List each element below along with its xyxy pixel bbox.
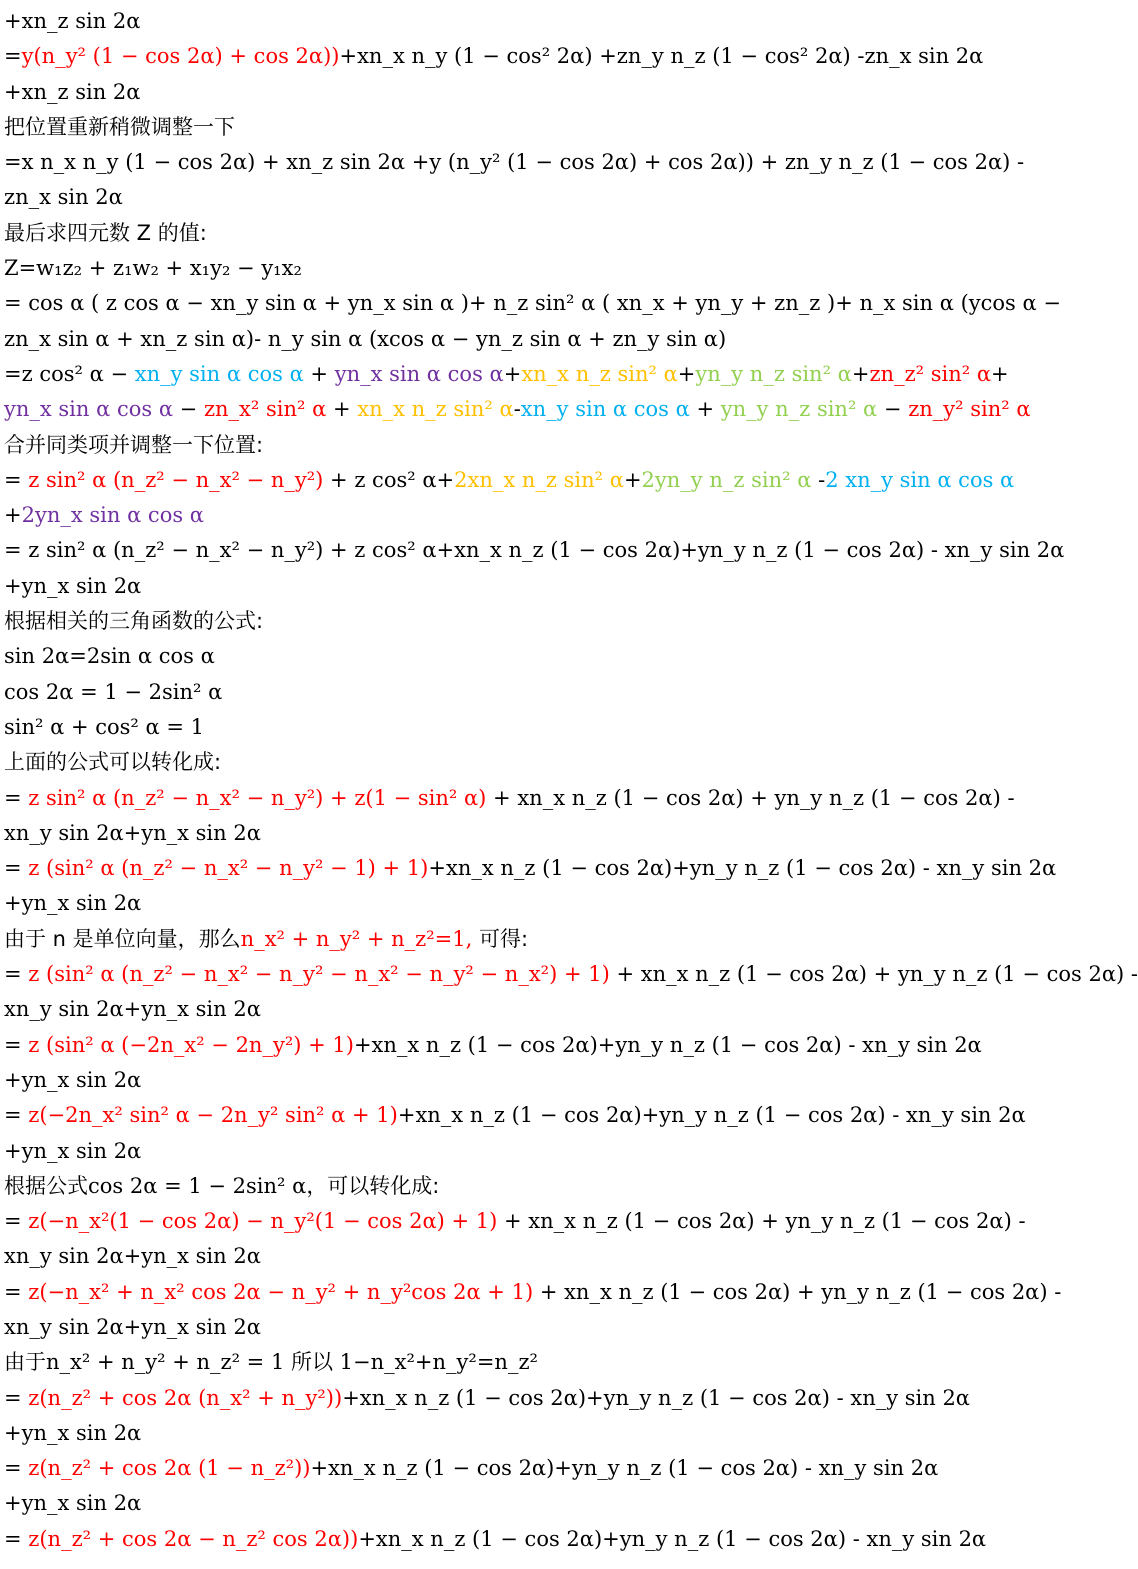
formula-segment: =x n_x n_y (1 − cos 2α) + xn_z sin 2α +y (n_y² (1 − cos 2α) + cos 2α)) + zn_y n_z (1 − cos 2α) - xyxy=(4,150,1025,175)
text-line xyxy=(4,957,1138,992)
formula-segment: +yn_x sin 2α xyxy=(4,891,142,916)
formula-segment: = xyxy=(4,1209,29,1234)
formula-segment: + xyxy=(851,361,870,386)
text-line xyxy=(4,463,1015,498)
formula-segment: +xn_x n_z (1 − cos 2α)+yn_y n_z (1 − cos 2α) - xn_y sin 2α xyxy=(310,1456,939,1481)
formula-segment: + xyxy=(326,397,358,422)
formula-segment: yn_y n_z sin² α xyxy=(720,397,878,422)
prose-text: 最后求四元数 Z 的值: xyxy=(4,220,207,245)
prose-text: 可得: xyxy=(472,926,529,951)
formula-segment: + xn_x n_z (1 − cos 2α) + yn_y n_z (1 − cos 2α) - xyxy=(497,1209,1026,1234)
formula-segment: + xyxy=(623,467,642,492)
text-line xyxy=(4,1486,939,1521)
text-line xyxy=(4,1275,1062,1310)
formula-segment: y(n_y² (1 − cos 2α) + cos 2α)) xyxy=(21,44,340,69)
formula-segment: +xn_x n_y (1 − cos² 2α) +zn_y n_z (1 − cos² 2α) -zn_x sin 2α xyxy=(339,44,984,69)
text-line xyxy=(4,1451,939,1486)
text-line xyxy=(4,675,939,710)
formula-segment: + z cos² α+ xyxy=(323,467,455,492)
formula-segment: yn_y n_z sin² α xyxy=(695,361,852,386)
formula-segment: = z sin² α (n_z² − n_x² − n_y²) + z cos² α+xn_x n_z (1 − cos 2α)+yn_y n_z (1 − cos 2α) - xn_y sin 2α xyxy=(4,538,1065,563)
text-line xyxy=(4,4,939,39)
formula-segment: n_x² + n_y² + n_z²=1, xyxy=(240,926,473,951)
formula-segment: = xyxy=(4,1279,29,1304)
formula-segment: +xn_x n_z (1 − cos 2α)+yn_y n_z (1 − cos 2α) - xn_y sin 2α xyxy=(342,1385,970,1410)
formula-segment: z sin² α (n_z² − n_x² − n_y²) + z(1 − sin² α) xyxy=(28,785,487,810)
formula-segment: 2xn_x n_z sin² α xyxy=(454,467,624,492)
text-line xyxy=(4,428,939,463)
formula-segment: n_x² + n_y² + n_z² = 1 xyxy=(46,1350,285,1375)
text-line xyxy=(4,1239,939,1274)
formula-segment: +yn_x sin 2α xyxy=(4,1491,142,1516)
formula-segment: xn_y sin α cos α xyxy=(520,397,690,422)
text-line xyxy=(4,286,1061,321)
text-line xyxy=(4,251,939,286)
formula-segment: xn_y sin 2α+yn_x sin 2α xyxy=(4,997,261,1022)
formula-segment: +yn_x sin 2α xyxy=(4,573,142,598)
formula-segment: +yn_x sin 2α xyxy=(4,1420,142,1445)
formula-segment: + xn_x n_z (1 − cos 2α) + yn_y n_z (1 − cos 2α) - xyxy=(533,1279,1062,1304)
prose-text: 由于 xyxy=(4,1350,46,1375)
formula-segment: zn_x sin 2α xyxy=(4,185,123,210)
formula-segment: z(−2n_x² sin² α − 2n_y² sin² α + 1) xyxy=(21,1103,398,1128)
formula-segment: 1−n_x²+n_y²=n_z² xyxy=(339,1350,538,1375)
text-line xyxy=(4,322,939,357)
text-line xyxy=(4,216,939,251)
formula-segment: + xn_x n_z (1 − cos 2α) + yn_y n_z (1 − cos 2α) - xyxy=(486,785,1015,810)
prose-text: 根据公式 xyxy=(4,1173,88,1198)
formula-segment: z (sin² α (n_z² − n_x² − n_y² − n_x² − n_y² − n_x²) + 1) xyxy=(28,962,610,987)
formula-segment: +yn_x sin 2α xyxy=(4,1067,142,1092)
formula-segment: zn_y² sin² α xyxy=(908,397,1031,422)
formula-segment: − xyxy=(877,397,909,422)
text-line xyxy=(4,1522,987,1557)
formula-segment: = xyxy=(4,1456,22,1481)
formula-segment: + xyxy=(689,397,721,422)
formula-segment: z(−n_x²(1 − cos 2α) − n_y²(1 − cos 2α) + 1) xyxy=(28,1209,498,1234)
text-line xyxy=(4,1310,939,1345)
text-line xyxy=(4,1098,1026,1133)
formula-segment: cos 2α = 1 − 2sin² α xyxy=(88,1173,307,1198)
formula-segment: - xyxy=(513,397,521,422)
text-line xyxy=(4,180,939,215)
text-line xyxy=(4,498,939,533)
formula-segment: +xn_x n_z (1 − cos 2α)+yn_y n_z (1 − cos 2α) - xn_y sin 2α xyxy=(353,1032,982,1057)
text-line xyxy=(4,1416,939,1451)
formula-segment: z(n_z² + cos 2α (1 − n_z²)) xyxy=(21,1456,311,1481)
formula-segment: zn_x sin α + xn_z sin α)- n_y sin α (xcos α − yn_z sin α + zn_y sin α) xyxy=(4,326,727,351)
formula-segment: yn_x sin α cos α xyxy=(334,361,504,386)
text-line xyxy=(4,392,1031,427)
formula-segment: xn_x n_z sin² α xyxy=(357,397,514,422)
prose-text: 上面的公式可以转化成: xyxy=(4,750,222,775)
text-line xyxy=(4,710,939,745)
formula-segment: xn_x n_z sin² α xyxy=(521,361,678,386)
text-line xyxy=(4,75,939,110)
text-line xyxy=(4,1345,939,1380)
text-line xyxy=(4,886,939,921)
formula-segment: yn_x sin α cos α xyxy=(4,397,173,422)
text-line xyxy=(4,1063,939,1098)
formula-segment: xn_y sin 2α+yn_x sin 2α xyxy=(4,1314,261,1339)
formula-segment: = xyxy=(4,1103,22,1128)
formula-segment: Z=w₁z₂ + z₁w₂ + x₁y₂ − y₁x₂ xyxy=(4,256,302,281)
formula-segment: xn_y sin 2α+yn_x sin 2α xyxy=(4,1244,261,1269)
formula-segment: zn_z² sin² α xyxy=(869,361,992,386)
text-line xyxy=(4,533,1065,568)
text-line xyxy=(4,1134,939,1169)
formula-segment: z(n_z² + cos 2α (n_x² + n_y²)) xyxy=(21,1385,343,1410)
formula-segment: = xyxy=(4,1385,22,1410)
formula-segment: − xyxy=(173,397,204,422)
formula-segment: xn_y sin 2α+yn_x sin 2α xyxy=(4,820,261,845)
text-line xyxy=(4,816,939,851)
text-line xyxy=(4,569,939,604)
formula-segment: cos 2α = 1 − 2sin² α xyxy=(4,679,223,704)
formula-segment: +xn_z sin 2α xyxy=(4,79,141,104)
formula-segment: z(n_z² + cos 2α − n_z² cos 2α)) xyxy=(21,1526,359,1551)
prose-text: 根据相关的三角函数的公式: xyxy=(4,609,264,634)
formula-segment: z (sin² α (n_z² − n_x² − n_y² − 1) + 1) xyxy=(21,856,429,881)
text-line xyxy=(4,1204,1026,1239)
text-line xyxy=(4,604,939,639)
formula-segment: = xyxy=(4,467,29,492)
formula-segment: z(−n_x² + n_x² cos 2α − n_y² + n_y²cos 2α + 1) xyxy=(28,1279,534,1304)
text-line xyxy=(4,639,939,674)
formula-segment: = xyxy=(4,962,29,987)
formula-segment: = xyxy=(4,785,29,810)
formula-segment: zn_x² sin² α xyxy=(203,397,327,422)
prose-text: 由于 n 是单位向量，那么 xyxy=(4,926,241,951)
formula-segment: =z cos² α − xyxy=(4,361,135,386)
formula-segment: sin 2α=2sin α cos α xyxy=(4,644,215,669)
formula-segment: z (sin² α (−2n_x² − 2n_y²) + 1) xyxy=(21,1032,354,1057)
prose-text: ，可以转化成: xyxy=(306,1173,440,1198)
text-line xyxy=(4,1381,970,1416)
text-line xyxy=(4,357,1009,392)
formula-segment: 2yn_x sin α cos α xyxy=(21,503,204,528)
prose-text: 合并同类项并调整一下位置: xyxy=(4,432,264,457)
text-line xyxy=(4,781,1015,816)
text-line xyxy=(4,992,939,1027)
formula-segment: = xyxy=(4,1032,22,1057)
formula-segment: +xn_z sin 2α xyxy=(4,9,141,33)
formula-segment: + xyxy=(677,361,696,386)
text-line xyxy=(4,1169,939,1204)
formula-segment: sin² α + cos² α = 1 xyxy=(4,714,205,739)
formula-segment: = xyxy=(4,44,22,69)
text-line xyxy=(4,39,984,74)
formula-segment: z sin² α (n_z² − n_x² − n_y²) xyxy=(28,467,324,492)
prose-text: 把位置重新稍微调整一下 xyxy=(4,114,235,139)
formula-segment: = xyxy=(4,856,22,881)
formula-segment: = cos α ( z cos α − xn_y sin α + yn_x sin α )+ n_z sin² α ( xn_x + yn_y + zn_z )+ n_x sin α (ycos α − xyxy=(4,291,1061,316)
prose-text: 所以 xyxy=(284,1350,340,1375)
text-line xyxy=(4,1028,982,1063)
formula-segment: +xn_x n_z (1 − cos 2α)+yn_y n_z (1 − cos 2α) - xn_y sin 2α xyxy=(358,1526,987,1551)
text-line xyxy=(4,145,1025,180)
text-line xyxy=(4,110,939,145)
formula-segment: +xn_x n_z (1 − cos 2α)+yn_y n_z (1 − cos 2α) - xn_y sin 2α xyxy=(397,1103,1026,1128)
formula-segment: + xyxy=(303,361,335,386)
formula-segment: xn_y sin α cos α xyxy=(134,361,304,386)
text-line xyxy=(4,922,939,957)
text-line xyxy=(4,745,939,780)
formula-segment: + xn_x n_z (1 − cos 2α) + yn_y n_z (1 − cos 2α) - xyxy=(609,962,1138,987)
formula-segment: +yn_x sin 2α xyxy=(4,1138,142,1163)
formula-segment: - xyxy=(811,467,826,492)
formula-segment: 2yn_y n_z sin² α xyxy=(641,467,812,492)
formula-segment: 2 xn_y sin α cos α xyxy=(825,467,1015,492)
formula-segment: + xyxy=(4,503,22,528)
formula-segment: = xyxy=(4,1526,22,1551)
formula-segment: + xyxy=(503,361,522,386)
formula-segment: + xyxy=(991,361,1009,386)
formula-segment: +xn_x n_z (1 − cos 2α)+yn_y n_z (1 − cos 2α) - xn_y sin 2α xyxy=(428,856,1057,881)
text-line xyxy=(4,851,1057,886)
